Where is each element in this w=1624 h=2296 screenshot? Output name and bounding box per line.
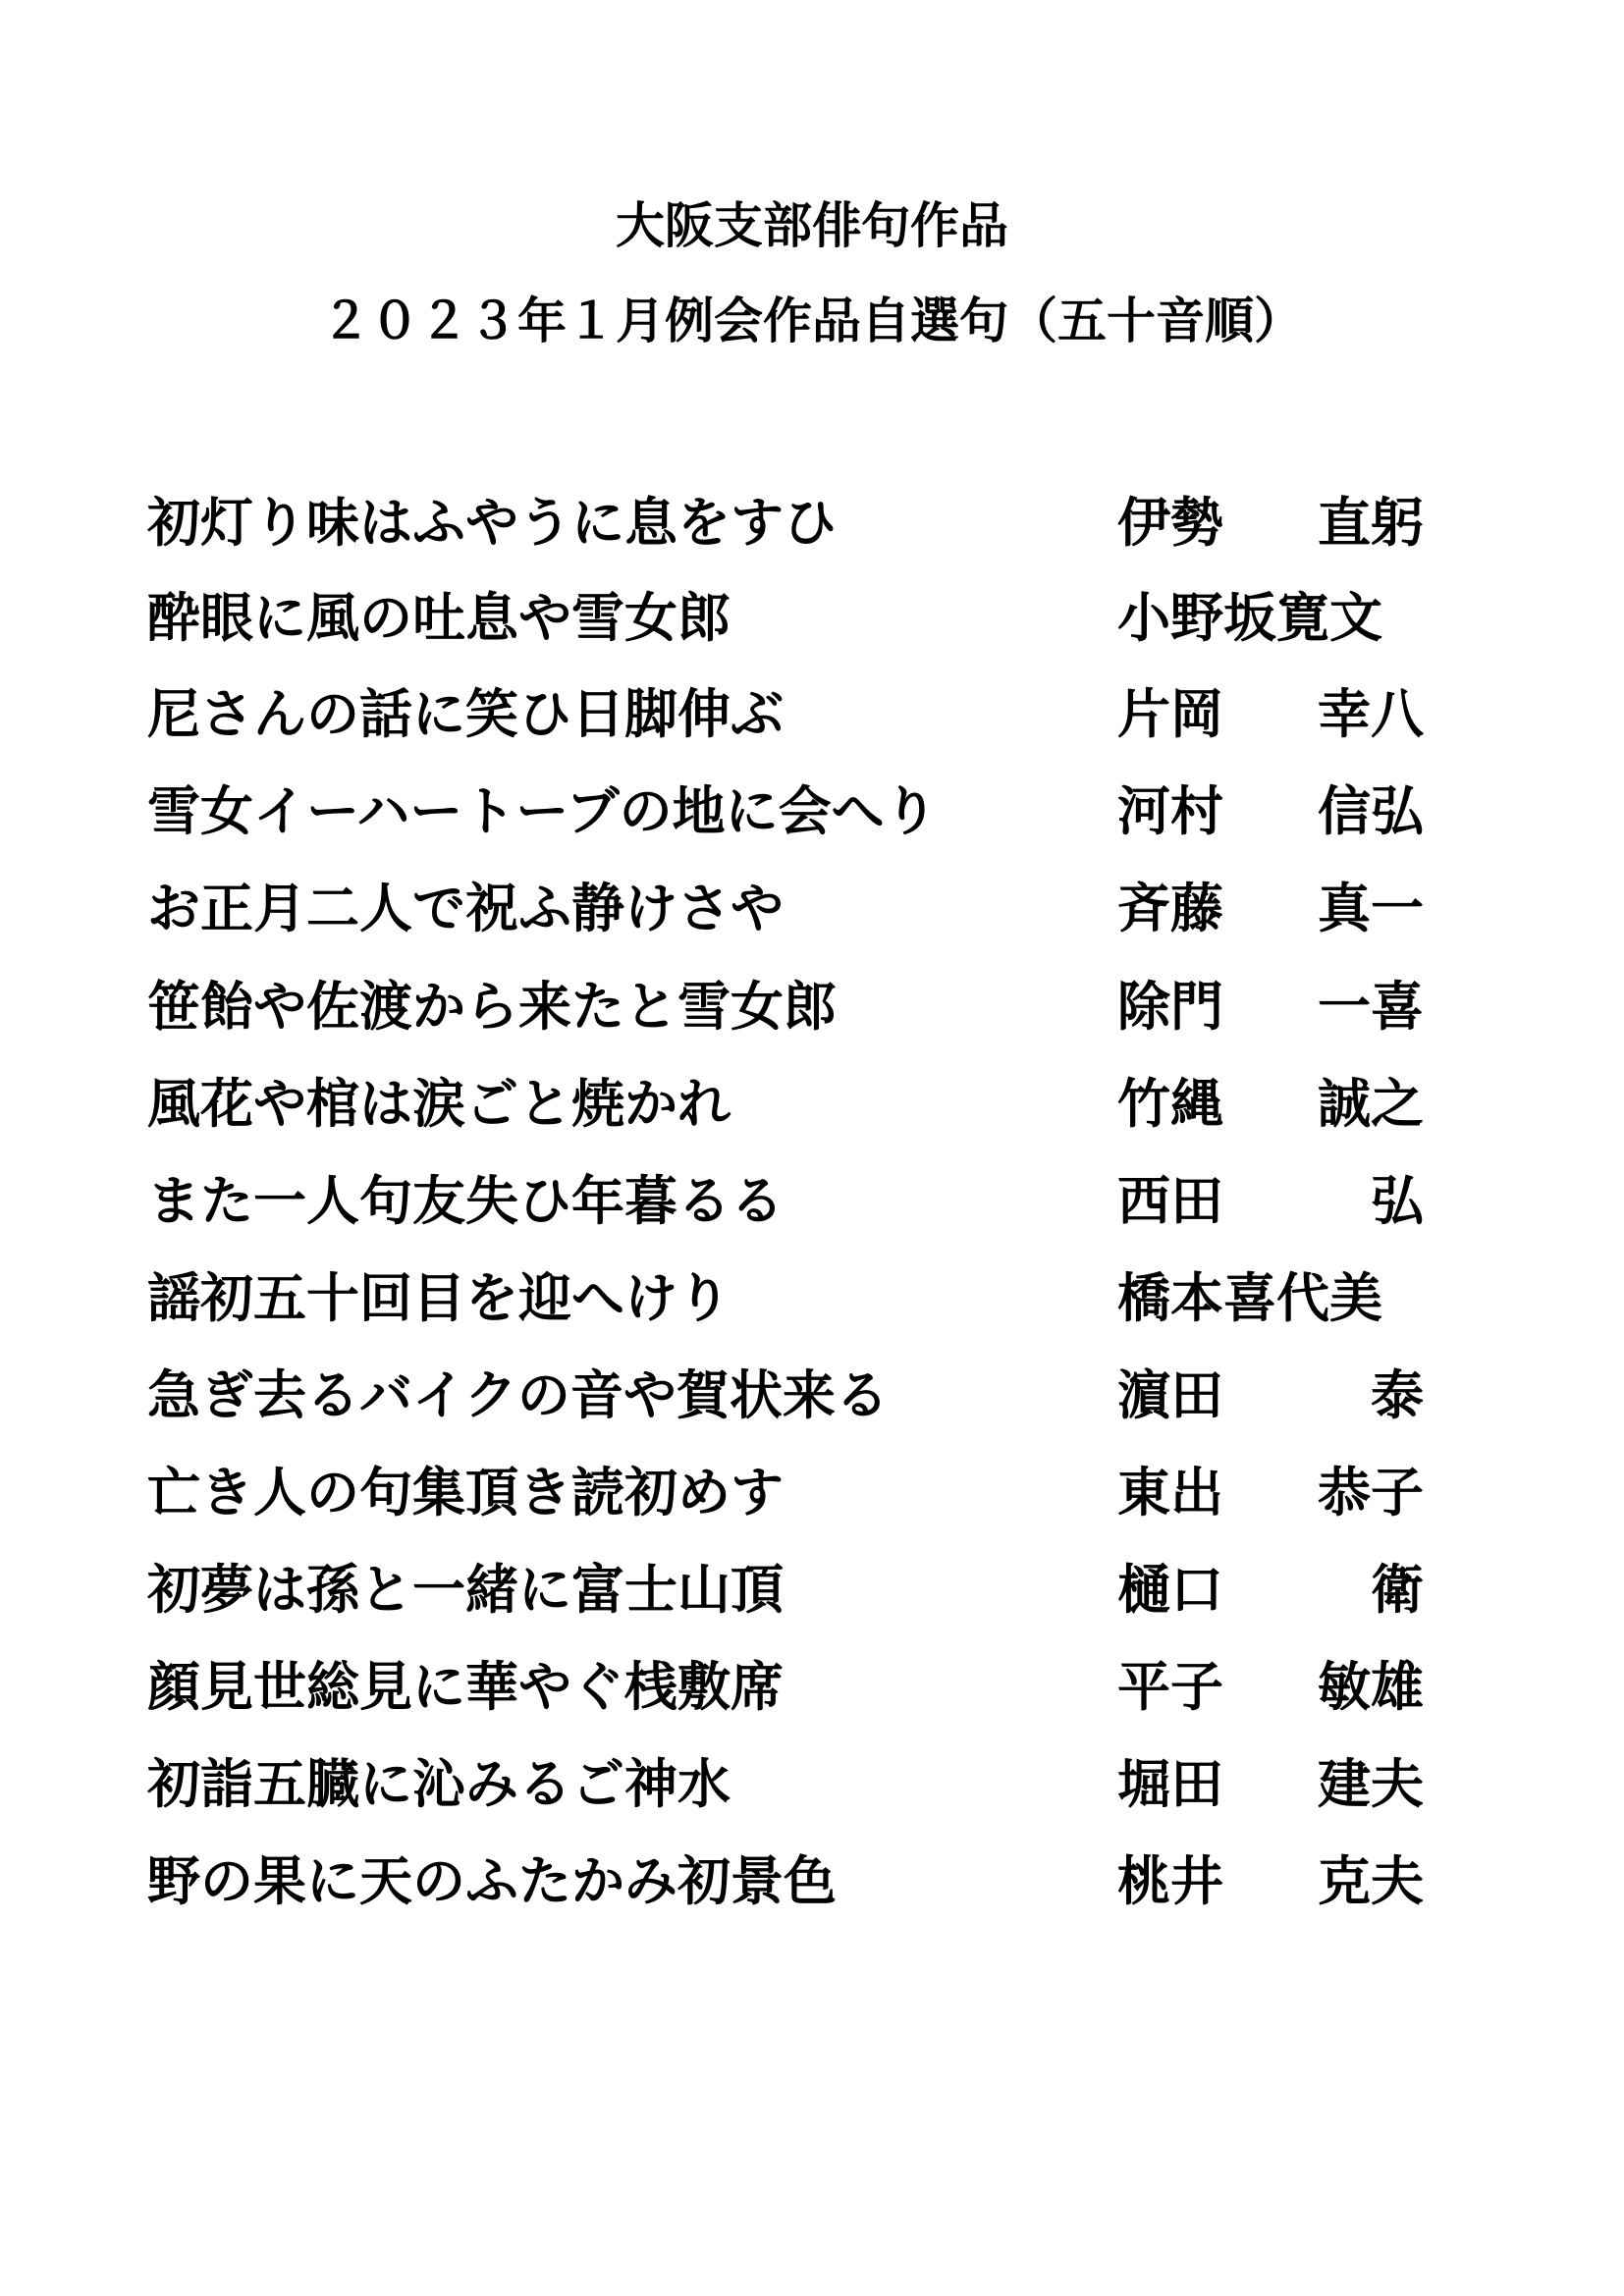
haiku-text: 顔見世総見に華やぐ桟敷席 xyxy=(147,1655,784,1718)
haiku-text: 初灯り味はふやうに息をすひ xyxy=(147,491,837,554)
haiku-entry xyxy=(147,487,1424,558)
haiku-text: 野の果に天のふたかみ初景色 xyxy=(147,1849,837,1912)
haiku-entry xyxy=(147,1360,1424,1430)
author-given-name: 真一 xyxy=(1318,877,1424,939)
haiku-text: また一人句友失ひ年暮るる xyxy=(147,1169,784,1232)
author-given-name: 克夫 xyxy=(1318,1849,1424,1912)
haiku-entry xyxy=(147,775,1424,846)
author-family-name: 竹縄 xyxy=(1117,1072,1223,1135)
haiku-entry xyxy=(147,1165,1424,1236)
author-family-name: 樋口 xyxy=(1117,1558,1223,1621)
haiku-entry xyxy=(147,971,1424,1041)
author-given-name: 誠之 xyxy=(1318,1072,1424,1135)
haiku-text: 初夢は孫と一緒に富士山頂 xyxy=(147,1558,784,1621)
author-given-name: 衛 xyxy=(1371,1558,1424,1621)
haiku-entry xyxy=(147,1651,1424,1722)
author-family-name: 除門 xyxy=(1117,975,1223,1038)
author-given-name: 直躬 xyxy=(1318,491,1424,554)
haiku-text: お正月二人で祝ふ静けさや xyxy=(147,877,784,939)
haiku-text: 急ぎ去るバイクの音や賀状来る xyxy=(147,1363,889,1426)
haiku-text: 酔眼に風の吐息や雪女郎 xyxy=(147,586,731,649)
haiku-entry xyxy=(147,1262,1424,1333)
author-family-name: 伊勢 xyxy=(1117,491,1223,554)
page-subtitle: ２０２３年１月例会作品自選句（五十音順） xyxy=(321,292,1303,349)
author-family-name: 橋本喜代美 xyxy=(1117,1266,1382,1329)
author-family-name: 片岡 xyxy=(1117,682,1223,745)
haiku-text: 尼さんの話に笑ひ日脚伸ぶ xyxy=(147,682,784,745)
haiku-text: 雪女イーハートーブの地に会へり xyxy=(147,779,938,842)
author-given-name: 幸八 xyxy=(1318,682,1424,745)
author-family-name: 河村 xyxy=(1117,779,1223,842)
haiku-text: 亡き人の句集頂き読初めす xyxy=(147,1461,784,1523)
haiku-text: 笹飴や佐渡から来たと雪女郎 xyxy=(147,975,837,1038)
page-title: 大阪支部俳句作品 xyxy=(616,196,1008,254)
haiku-text: 風花や棺は涙ごと焼かれ xyxy=(147,1072,731,1135)
author-given-name: 一喜 xyxy=(1318,975,1424,1038)
author-given-name: 恭子 xyxy=(1318,1461,1424,1523)
author-given-name: 信弘 xyxy=(1318,779,1424,842)
author-family-name: 平子 xyxy=(1117,1655,1223,1718)
haiku-text: 謡初五十回目を迎へけり xyxy=(147,1266,731,1329)
author-given-name: 泰 xyxy=(1371,1363,1424,1426)
haiku-entry xyxy=(147,1748,1424,1819)
author-family-name: 東出 xyxy=(1117,1461,1223,1523)
author-family-name: 濵田 xyxy=(1117,1363,1223,1426)
author-family-name: 堀田 xyxy=(1117,1752,1223,1815)
haiku-entry xyxy=(147,1554,1424,1625)
haiku-entry xyxy=(147,1845,1424,1916)
haiku-entry xyxy=(147,582,1424,653)
haiku-entry xyxy=(147,873,1424,943)
author-family-name: 桃井 xyxy=(1117,1849,1223,1912)
author-family-name: 小野坂寛文 xyxy=(1117,586,1382,649)
author-family-name: 西田 xyxy=(1117,1169,1223,1232)
author-given-name: 弘 xyxy=(1371,1169,1424,1232)
haiku-entry xyxy=(147,1068,1424,1139)
haiku-entry xyxy=(147,678,1424,749)
author-given-name: 建夫 xyxy=(1318,1752,1424,1815)
author-family-name: 斉藤 xyxy=(1117,877,1223,939)
haiku-text: 初詣五臓に沁みるご神水 xyxy=(147,1752,731,1815)
author-given-name: 敏雄 xyxy=(1318,1655,1424,1718)
haiku-entry xyxy=(147,1457,1424,1527)
